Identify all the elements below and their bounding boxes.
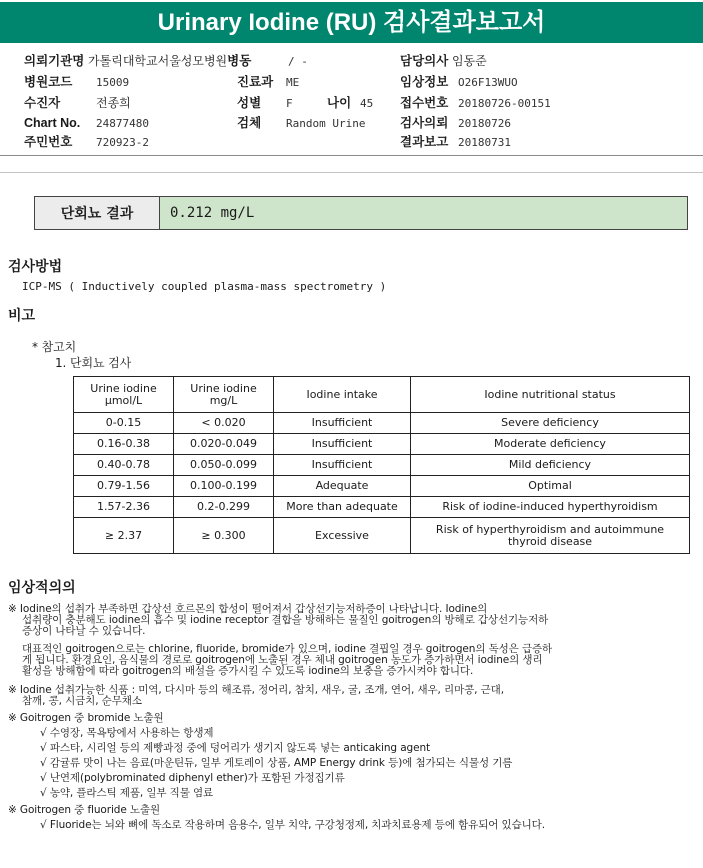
table-cell: [274, 518, 411, 554]
cell-text: μmol/L: [104, 393, 143, 407]
cell-text: Insufficient: [311, 416, 373, 429]
clinical-line: √ 농약, 플라스틱 제품, 일부 직물 염료: [40, 787, 214, 799]
method-heading: 검사방법: [8, 259, 63, 275]
cell-text: 0.020-0.049: [190, 437, 257, 450]
header-divider-light: [0, 172, 703, 173]
table-cell: [174, 497, 274, 518]
institution-label: 의뢰기관명: [24, 53, 85, 68]
table-cell: [74, 413, 174, 434]
sex-value: F: [286, 97, 293, 110]
cell-text: Insufficient: [311, 458, 373, 471]
cell-text: ≥ 0.300: [201, 528, 246, 542]
report-title: Urinary Iodine (RU) 검사결과보고서: [0, 2, 703, 43]
table-cell: [274, 413, 411, 434]
clinical-line: √ 감귤류 맛이 나는 음료(마운틴듀, 일부 게토레이 상품, AMP Energy drink 등)에 첨가되는 식물성 기름: [40, 757, 513, 769]
clinical-line: 참깨, 콩, 시금치, 순무채소: [22, 695, 142, 707]
clinical-line: √ Fluoride는 뇌와 뼈에 독소로 작용하며 음용수, 일부 치약, 구강청정제, 치과치료용제 등에 함유되어 있습니다.: [40, 819, 545, 831]
patient-label: 수진자: [24, 95, 61, 110]
receipt-value: 20180726-00151: [458, 97, 551, 110]
report-value: 20180731: [458, 136, 511, 149]
table-cell: [174, 476, 274, 497]
cell-text: Moderate deficiency: [494, 437, 606, 450]
clinical-line: 섭취량이 충분해도 iodine의 흡수 및 iodine receptor 결합을 방해하는 물질인 goitrogen의 방해로 갑상선기능저하: [22, 614, 549, 626]
clinical-line: 증상이 나타날 수 있습니다.: [22, 625, 146, 637]
chart-label: Chart No.: [24, 116, 81, 130]
cell-text: 0.40-0.78: [97, 458, 150, 471]
test-label: 검체: [237, 115, 262, 130]
table-cell: [74, 455, 174, 476]
doctor-value: 임동준: [451, 54, 487, 68]
clinical-line: 활성을 방해함에 따라 goitrogen의 배설을 증가시킬 수 있도록 iodine의 보충을 증가시켜야 합니다.: [22, 665, 474, 677]
table-row: [74, 455, 690, 476]
cell-text: thyroid disease: [507, 534, 593, 548]
table-cell: [411, 434, 690, 455]
cell-text: 0.79-1.56: [97, 479, 150, 492]
ward-label: 병동: [227, 53, 252, 68]
clinical-heading: 임상적의의: [8, 580, 76, 596]
clinical-line: ※ Goitrogen 중 fluoride 노출원: [8, 804, 161, 816]
cell-text: More than adequate: [286, 500, 398, 513]
doctor-label: 담당의사: [400, 53, 449, 68]
table-cell: [411, 497, 690, 518]
table-cell: [274, 476, 411, 497]
dept-label: 진료과: [237, 74, 274, 89]
report-label: 결과보고: [400, 134, 449, 149]
cell-text: Urine iodine: [190, 381, 257, 395]
table-cell: [411, 518, 690, 554]
table-cell: [274, 434, 411, 455]
age-value: 45: [360, 97, 374, 110]
table-row: [74, 497, 690, 518]
cell-text: Excessive: [315, 528, 369, 542]
table-cell: [74, 476, 174, 497]
clinical-info-label: 임상정보: [400, 74, 449, 89]
reference-table: [73, 376, 690, 554]
clinical-line: 대표적인 goitrogen으로는 chlorine, fluoride, bromide가 있으며, iodine 결핍일 경우 goitrogen의 독성은 급증하: [22, 643, 553, 655]
cell-text: Risk of iodine-induced hyperthyroidism: [442, 500, 658, 513]
age-label: 나이: [327, 95, 352, 110]
receipt-label: 접수번호: [400, 95, 449, 110]
clinical-line: √ 난연제(polybrominated diphenyl ether)가 포함된 가정집기류: [40, 772, 345, 784]
table-cell: [74, 434, 174, 455]
table-header-cell: [411, 377, 690, 413]
table-cell: [174, 413, 274, 434]
result-label: 단회뇨 결과: [35, 197, 160, 229]
institution-row: [24, 54, 251, 68]
cell-text: Iodine intake: [306, 387, 378, 401]
clinical-line: ※ Iodine 섭취가능한 식품 : 미역, 다시마 등의 해조류, 정어리, 참치, 새우, 굴, 조개, 연어, 새우, 리마콩, 근대,: [8, 684, 504, 696]
table-cell: [74, 518, 174, 554]
result-box: [34, 196, 688, 230]
hospital-code-value: 15009: [96, 76, 130, 89]
result-value: 0.212 mg/L: [160, 197, 687, 229]
table-row: [74, 413, 690, 434]
cell-text: 0.2-0.299: [197, 500, 250, 513]
clinical-line: √ 파스타, 시리얼 등의 제빵과정 중에 덩어리가 생기지 않도록 넣는 anticaking agent: [40, 742, 431, 754]
request-label: 검사의뢰: [400, 115, 449, 130]
dept-value: ME: [286, 76, 300, 89]
reference-label: * 참고치: [32, 340, 77, 354]
table-row: [74, 434, 690, 455]
cell-text: Severe deficiency: [501, 416, 599, 429]
cell-text: < 0.020: [201, 416, 246, 429]
clinical-line: 게 됩니다. 환경요인, 음식물의 경로로 goitrogen에 노출된 경우 체내 goitrogen 농도가 증가하면서 iodine의 생리: [22, 654, 543, 666]
table-header-cell: [174, 377, 274, 413]
table-cell: [174, 518, 274, 554]
patient-value: 전종희: [96, 96, 131, 110]
table-header-row: [74, 377, 690, 413]
cell-text: Urine iodine: [90, 381, 157, 395]
cell-text: Optimal: [528, 479, 572, 492]
table-cell: [411, 413, 690, 434]
clinical-line: ※ Iodine의 섭취가 부족하면 갑상선 호르몬의 합성이 떨어져서 갑상선기능저하증이 나타납니다. Iodine의: [8, 603, 488, 615]
chart-value: 24877480: [96, 117, 149, 130]
table-cell: [411, 455, 690, 476]
cell-text: Mild deficiency: [508, 458, 592, 471]
table-cell: [411, 476, 690, 497]
cell-text: ≥ 2.37: [104, 528, 143, 542]
reference-sublabel: 1. 단회뇨 검사: [55, 356, 132, 370]
table-header-cell: [274, 377, 411, 413]
clinical-line: ※ Goitrogen 중 bromide 노출원: [8, 712, 164, 724]
table-cell: [74, 497, 174, 518]
cell-text: Risk of hyperthyroidism and autoimmune: [435, 522, 665, 536]
table-row: [74, 518, 690, 554]
cell-text: Iodine nutritional status: [484, 387, 616, 401]
cell-text: 0-0.15: [105, 416, 142, 429]
request-value: 20180726: [458, 117, 511, 130]
method-text: ICP-MS ( Inductively coupled plasma-mass spectrometry ): [22, 280, 387, 293]
cell-text: Insufficient: [311, 437, 373, 450]
ward-value: / -: [288, 55, 308, 68]
sex-label: 성별: [237, 95, 262, 110]
table-header-cell: [74, 377, 174, 413]
table-row: [74, 476, 690, 497]
clinical-info-value: O26F13WUO: [458, 76, 518, 89]
id-value: 720923-2: [96, 136, 149, 149]
table-cell: [274, 497, 411, 518]
doctor-row: [400, 54, 487, 68]
header-divider: [0, 155, 703, 156]
remarks-heading: 비고: [8, 308, 36, 324]
cell-text: Adequate: [315, 479, 369, 492]
cell-text: 1.57-2.36: [97, 500, 150, 513]
cell-text: 0.100-0.199: [190, 479, 257, 492]
table-cell: [274, 455, 411, 476]
cell-text: 0.16-0.38: [97, 437, 150, 450]
id-label: 주민번호: [24, 134, 73, 149]
institution-value: 가톨릭대학교서울성모병원: [88, 54, 228, 68]
cell-text: 0.050-0.099: [190, 458, 257, 471]
cell-text: mg/L: [209, 393, 238, 407]
table-cell: [174, 455, 274, 476]
table-cell: [174, 434, 274, 455]
test-value: Random Urine: [286, 117, 366, 130]
hospital-code-label: 병원코드: [24, 74, 73, 89]
clinical-line: √ 수영장, 목욕탕에서 사용하는 항생제: [40, 727, 214, 739]
